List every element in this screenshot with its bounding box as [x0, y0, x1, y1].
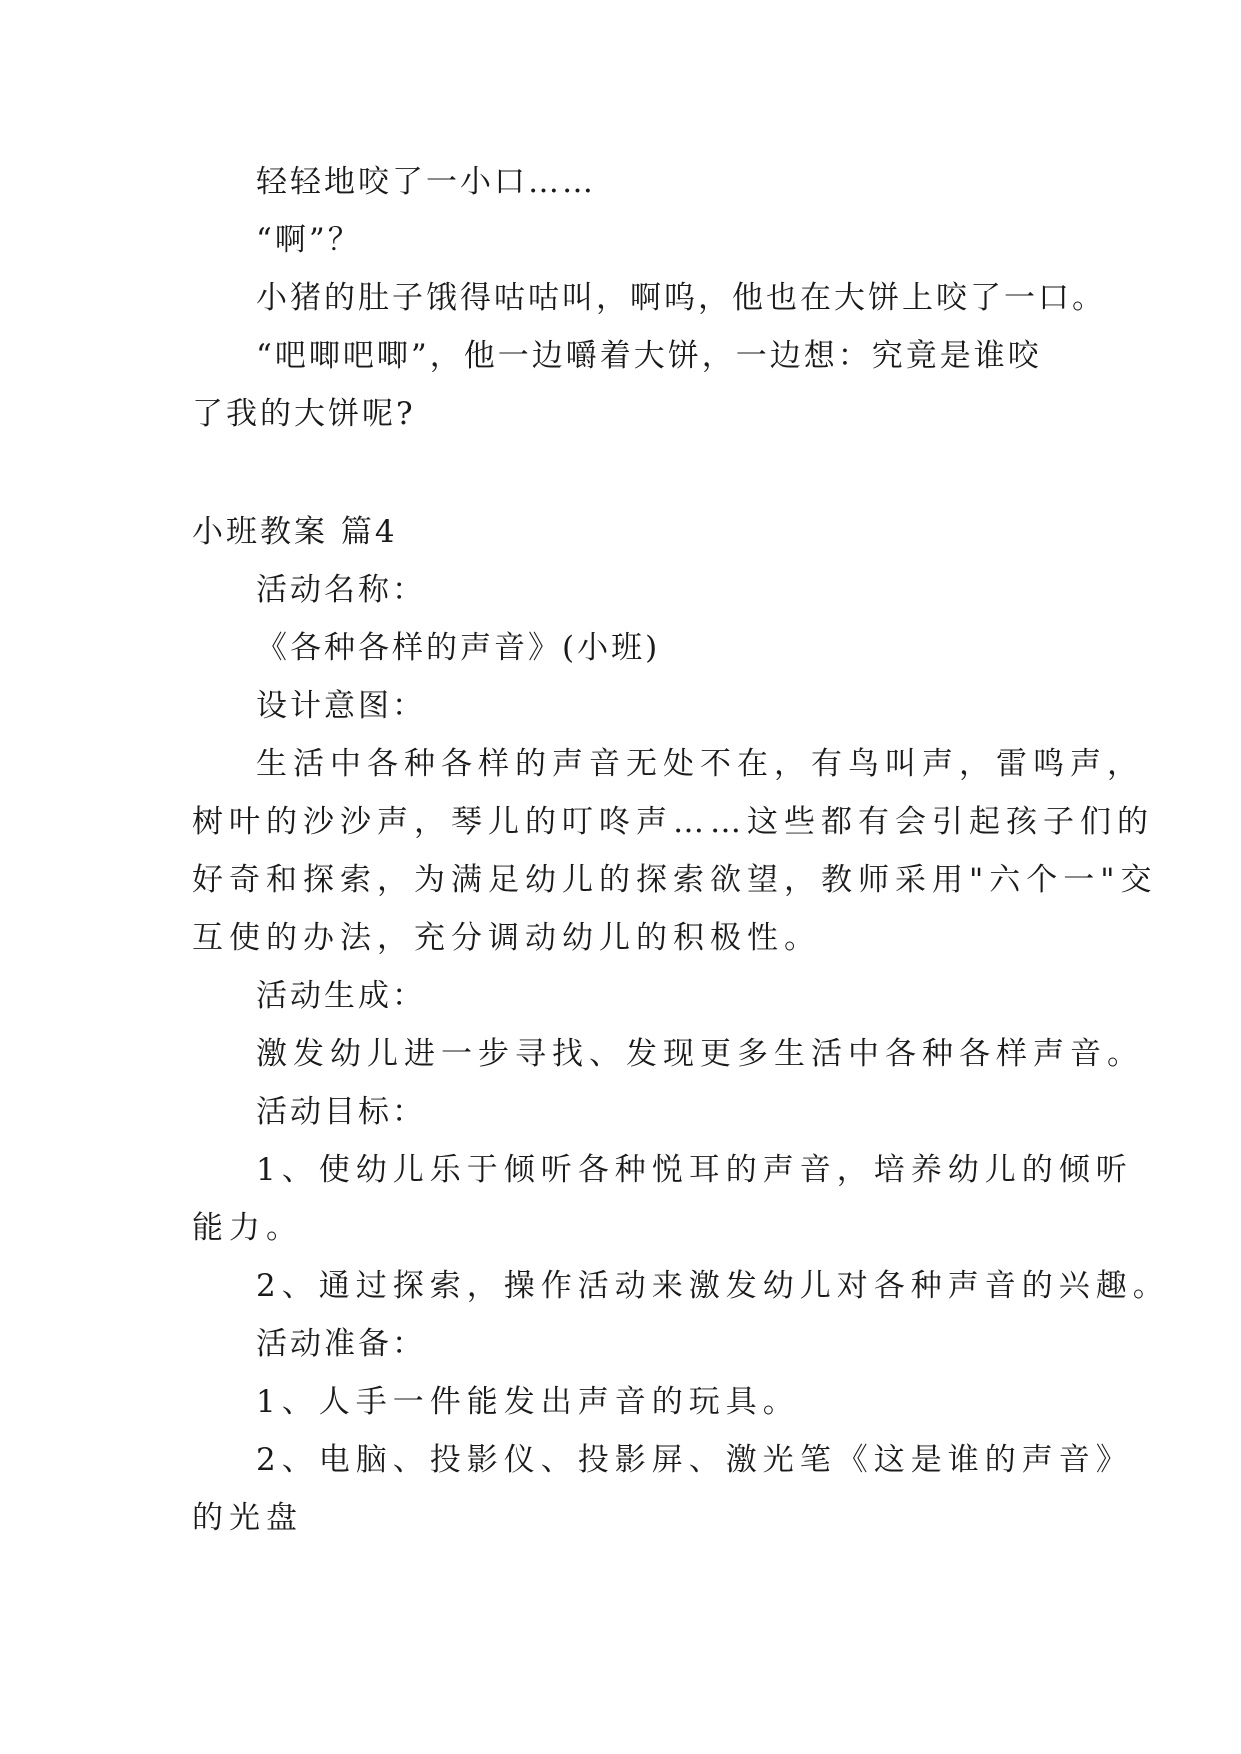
- design-intent-line: 树叶的沙沙声，琴儿的叮咚声……这些都有会引起孩子们的: [192, 804, 1154, 840]
- goal-item-1: 1、使幼儿乐于倾听各种悦耳的声音，培养幼儿的倾听: [256, 1152, 1133, 1188]
- story-line-question: 了我的大饼呢?: [192, 396, 416, 432]
- activity-generation-text: 激发幼儿进一步寻找、发现更多生活中各种各样声音。: [256, 1036, 1144, 1072]
- story-line-pig: 小猪的肚子饿得咕咕叫，啊呜，他也在大饼上咬了一口。: [256, 280, 1106, 316]
- design-intent-heading: 设计意图：: [256, 688, 426, 724]
- design-intent-line: 生活中各种各样的声音无处不在，有鸟叫声，雷鸣声，: [256, 746, 1144, 782]
- prep-item-2: 2、电脑、投影仪、投影屏、激光笔《这是谁的声音》: [256, 1442, 1133, 1478]
- story-line-exclaim: “啊”？: [256, 222, 362, 258]
- activity-goals-heading: 活动目标：: [256, 1094, 426, 1130]
- activity-generation-heading: 活动生成：: [256, 978, 426, 1014]
- section-title: 小班教案 篇4: [192, 514, 398, 550]
- prep-item-2-continued: 的光盘: [192, 1500, 303, 1536]
- activity-name-value: 《各种各样的声音》(小班): [256, 630, 661, 666]
- goal-item-1-continued: 能力。: [192, 1210, 303, 1246]
- activity-name-heading: 活动名称：: [256, 572, 426, 608]
- story-line-bite: 轻轻地咬了一小口……: [256, 164, 596, 200]
- design-intent-line: 好奇和探索，为满足幼儿的探索欲望，教师采用"六个一"交: [192, 862, 1158, 898]
- goal-item-2: 2、通过探索，操作活动来激发幼儿对各种声音的兴趣。: [256, 1268, 1170, 1304]
- design-intent-line: 互使的办法，充分调动幼儿的积极性。: [192, 920, 821, 956]
- prep-item-1: 1、人手一件能发出声音的玩具。: [256, 1384, 800, 1420]
- story-line-chew: “吧唧吧唧”，他一边嚼着大饼，一边想：究竟是谁咬: [256, 338, 1042, 374]
- activity-prep-heading: 活动准备：: [256, 1326, 426, 1362]
